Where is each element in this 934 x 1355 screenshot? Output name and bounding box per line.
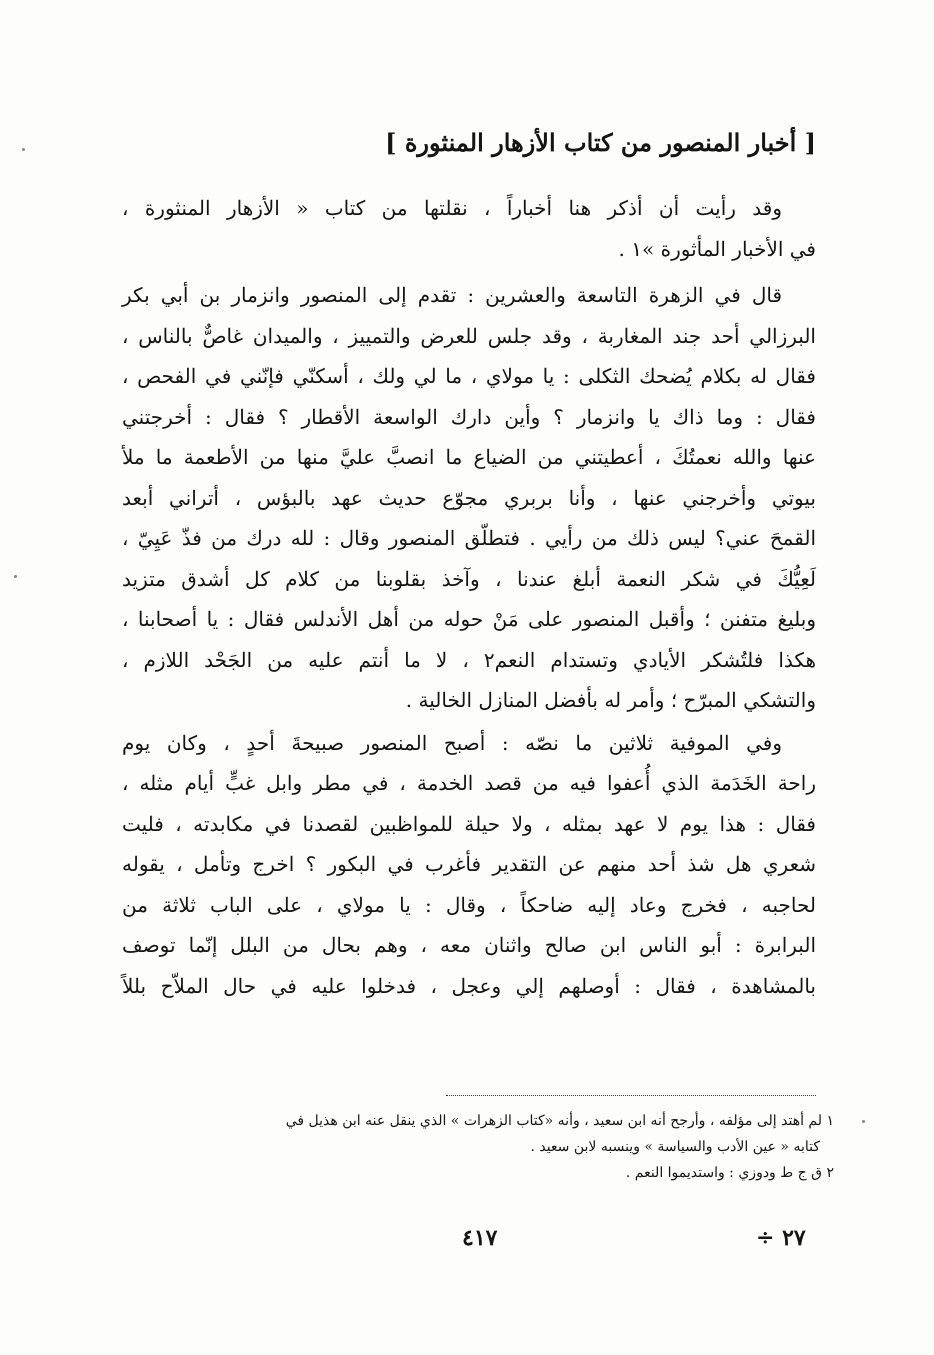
text-line: فقال : وما ذاك يا وانزمار ؟ وأين دارك الواسعة الأقطار ؟ فقال : أخرجتني [122,404,816,429]
text-line: شعري هل شذ أحد منهم عن التقدير فأغرب في البكور ؟ اخرج وتأمل ، يقوله [122,852,816,876]
text-line: في الأخبار المأثورة »١ . [618,236,816,261]
paragraph-3 [122,723,816,1007]
main-text [122,188,816,1006]
text-line: فقال له بكلام يُضحك الثكلى : يا مولاي ، ما لي ولك ، أسكنّي فإنّني في الفحص ، [122,364,816,388]
text-line: القمحَ عني؟ ليس ذلك من رأيي . فتطلّق المنصور وقال : لله درك من فذّ عَيِيّ ، [122,526,816,550]
text-line: لَعِيُّكَ في شكر النعمة أبلغ عندنا ، وآخذ بقلوبنا من كلام كل أشدق متزيد [122,566,816,591]
text-line: هكذا فلتُشكر الأيادي وتستدام النعم٢ ، لا ما أنتم عليه من الجَحْد اللازم ، [122,647,816,672]
page-heading: [ أخبار المنصور من كتاب الأزهار المنثورة ] [385,128,816,157]
signature-mark: ٢٧ ÷ [756,1225,806,1251]
text-line: البرزالي أحد جند المغاربة ، وقد جلس للعرض والتمييز ، والميدان غاصٌّ بالناس ، [122,323,816,348]
text-line: بيوتي وأخرجني عنها ، وأنا بربري مجوّع حديث عهد بالبؤس ، أتراني أبعد [122,485,816,510]
text-line: والتشكي المبرّح ؛ وأمر له بأفضل المنازل الخالية . [405,688,816,712]
paragraph-2 [122,275,816,721]
text-line: وقد رأيت أن أذكر هنا أخباراً ، نقلتها من كتاب « الأزهار المنثورة ، [122,196,782,220]
text-line: فقال : هذا يوم لا عهد بمثله ، ولا حيلة للمواظبين لقصدنا في مكابدته ، فليت [122,811,816,836]
page-number: ٤١٧ [462,1225,498,1251]
text-line: عنها والله نعمتُكَ ، أعطيتني من الضياع ما انصبَّ عليَّ منها من الأطعمة ما ملأ [122,445,816,469]
text-line: بالمشاهدة ، فقال : أوصلهم إلي وعجل ، فدخلوا عليه في حال الملاّح بللاً [122,973,816,998]
text-line: وفي الموفية ثلاثين ما نصّه : أصبح المنصور صبيحةَ أحدٍ ، وكان يوم [122,730,782,755]
footnote-line: ١ لم أهتد إلى مؤلفه ، وأرجح أنه ابن سعيد ، وأنه «كتاب الزهرات » الذي ينقل عنه ابن هذيل في [285,1113,834,1129]
scan-speck [14,575,17,578]
scan-speck [862,1120,865,1123]
text-line: قال في الزهرة التاسعة والعشرين : تقدم إلى المنصور وانزمار بن أبي بكر [122,283,782,307]
text-line: وبليغ متفنن ؛ وأقبل المنصور على مَنْ حوله من أهل الأندلس فقال : يا أصحابنا ، [122,607,816,631]
paragraph-1 [122,188,816,269]
footnotes [122,1108,834,1186]
text-line: البرابرة : أبو الناس ابن صالح واثنان معه ، وهم بحال من البلل إنّما توصف [122,933,816,957]
text-line: راحة الخَدَمة الذي أُعفوا فيه من قصد الخدمة ، في مطر وابل غبٍّ أيام مثله ، [122,771,816,795]
footnote-line: كتابه « عين الأدب والسياسة » وينسبه لابن سعيد . [530,1139,820,1155]
scan-speck [22,148,25,151]
text-line: لحاجبه ، فخرج وعاد إليه ضاحكاً ، وقال : يا مولاي ، على الباب ثلاثة من [122,892,816,917]
footnote-divider [446,1095,816,1096]
footnote-line: ٢ ق ج ط ودوزي : واستديموا النعم . [625,1165,834,1181]
